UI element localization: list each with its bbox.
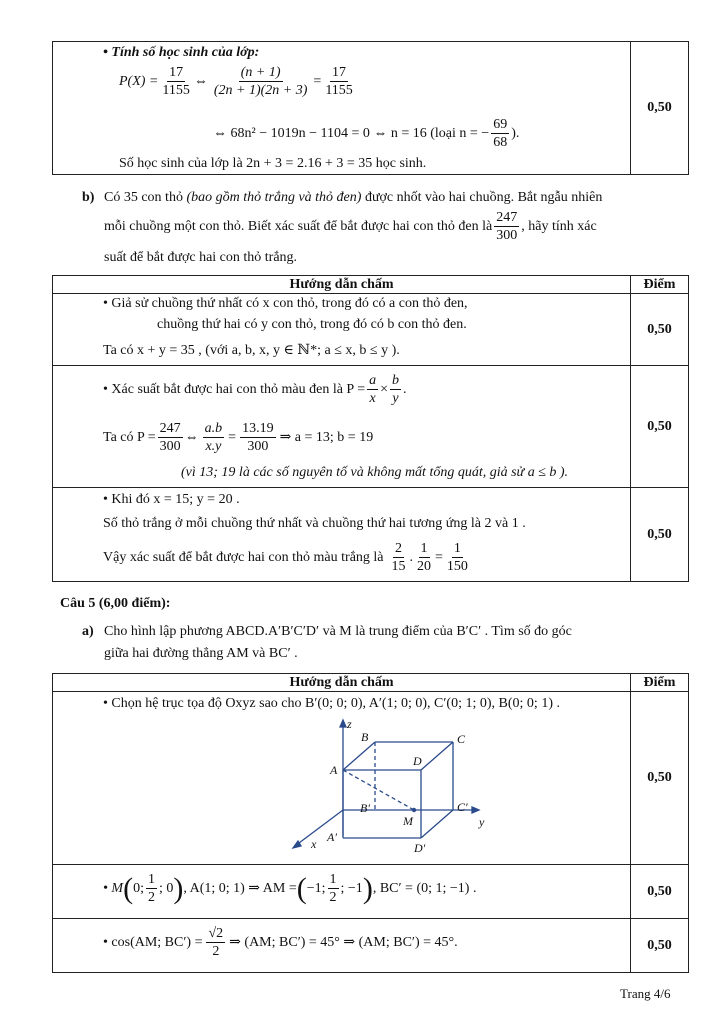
row-5-2: • M ( 0; $\frac{1}{2}$ ; 0 ) , A(1; 0; 1) ⇒ AM = ( −1; $\frac{1}{2}$ ; −1 ) , BC′ = (0; 1; −1) .: [53, 865, 631, 919]
part-b-line3: suất để bắt được hai con thỏ trắng.: [104, 250, 298, 265]
part-b-label: b): [82, 190, 95, 205]
label-A: A: [330, 763, 338, 777]
question-5-title: Câu 5 (6,00 điểm):: [60, 596, 171, 611]
row-b2: • Xác suất bắt được hai con thỏ màu đen là P = $\frac{a}{x}$ × $\frac{b}{y}$ . Ta có P = $\frac{247}{300}$ ⇔ $\frac{a.b}{x.y}$ = $\frac{13.19}{300}$ ⇒ a = 13; b = 19 (vì 13; 19 là các số nguyên tố và không mất tổng quát, giả sử a ≤ b ).: [53, 366, 631, 488]
score-cell: 0,50: [631, 488, 689, 582]
header-guide: Hướng dẫn chấm: [53, 674, 631, 692]
score-cell: 0,50: [631, 366, 689, 488]
equation-1: P(X) = $\frac{17}{1155}$ ⇔ $\frac{(n + 1)}{(2n + 1)(2n + 3)}$ = $\frac{17}{1155}$: [119, 65, 353, 98]
label-y: y: [479, 815, 485, 829]
fraction: $\frac{247}{300}$: [496, 210, 518, 243]
label-C: C: [457, 732, 466, 746]
row-b1: • Giả sử chuồng thứ nhất có x con thỏ, trong đó có a con thỏ đen, chuồng thứ hai có y con thỏ, trong đó có b con thỏ đen. Ta có x + y = 35 , (với a, b, x, y ∈ ℕ*; a ≤ x, b ≤ y ).: [53, 294, 631, 366]
label-Bp: B′: [360, 801, 370, 815]
row-b3: • Khi đó x = 15; y = 20 . Số thỏ trắng ở mỗi chuồng thứ nhất và chuồng thứ hai tương ứng là 2 và 1 . Vậy xác suất để bắt được hai con thỏ màu trắng là $\frac{2}{15}$ . $\frac{1}{20}$ = $\frac{1}{150}$: [53, 488, 631, 582]
label-D: D: [413, 754, 422, 768]
part-a-label: a): [82, 624, 94, 639]
header-score: Điểm: [631, 276, 689, 294]
top-table: [52, 41, 689, 175]
score-cell: 0,50: [631, 919, 689, 973]
part-a-line1: Cho hình lập phương ABCD.A′B′C′D′ và M là trung điểm của B′C′ . Tìm số đo góc: [104, 624, 572, 639]
part-a-line2: giữa hai đường thẳng AM và BC′ .: [104, 646, 298, 661]
y-arrow-icon: [472, 807, 479, 813]
label-B: B: [361, 730, 369, 744]
score-cell: 0,50: [631, 692, 689, 865]
point-M: [412, 808, 416, 812]
score-cell: 0,50: [631, 865, 689, 919]
fraction: $\frac{69}{68}$: [493, 117, 508, 150]
cube-diagram: [253, 717, 485, 864]
bullet-title: • Tính số học sinh của lớp:: [103, 45, 260, 60]
label-M: M: [403, 814, 413, 828]
z-arrow-icon: [340, 720, 346, 727]
segment-AM: [343, 770, 414, 810]
fraction: $\frac{(n + 1)}{(2n + 1)(2n + 3)}$: [213, 65, 308, 98]
label-z: z: [347, 717, 352, 731]
header-score: Điểm: [631, 674, 689, 692]
row-5-1: • Chọn hệ trục tọa độ Oxyz sao cho B′(0; 0; 0), A′(1; 0; 0), C′(0; 1; 0), B(0; 0; 1) . z y x B C A D B′ C′ M A′ D′: [53, 692, 631, 865]
top-content-cell: [53, 42, 631, 175]
edge-BA: [343, 742, 375, 770]
label-Ap: A′: [327, 830, 337, 844]
label-Cp: C′: [457, 800, 468, 814]
row-5-3: • cos(AM; BC′) = $\frac{√2}{2}$ ⇒ (AM; BC′) = 45° ⇒ (AM; BC′) = 45°.: [53, 919, 631, 973]
table-5: [52, 673, 689, 973]
part-b-line2: mỗi chuồng một con thỏ. Biết xác suất để bắt được hai con thỏ đen là $\frac{247}{300}$ , hãy tính xác: [104, 210, 597, 243]
fraction: $\frac{17}{1155}$: [162, 65, 190, 98]
equation-2: ⇔ 68n² − 1019n − 1104 = 0 ⇔ n = 16 (loại n = − $\frac{69}{68}$ ).: [213, 117, 520, 150]
conclusion-text: Số học sinh của lớp là 2n + 3 = 2.16 + 3 = 35 học sinh.: [119, 156, 427, 171]
table-b: [52, 275, 689, 582]
fraction: $\frac{17}{1155}$: [325, 65, 353, 98]
score-cell: 0,50: [631, 42, 689, 175]
page-number: Trang 4/6: [620, 986, 671, 1001]
header-guide: Hướng dẫn chấm: [53, 276, 631, 294]
label-x: x: [311, 837, 317, 851]
edge-DpCp: [421, 810, 453, 838]
edge-DC: [421, 742, 453, 770]
score-cell: 0,50: [631, 294, 689, 366]
label-Dp: D′: [414, 841, 426, 855]
part-b-line1: Có 35 con thỏ (bao gồm thỏ trắng và thỏ đen) được nhốt vào hai chuồng. Bắt ngẫu nhiên: [104, 190, 603, 205]
